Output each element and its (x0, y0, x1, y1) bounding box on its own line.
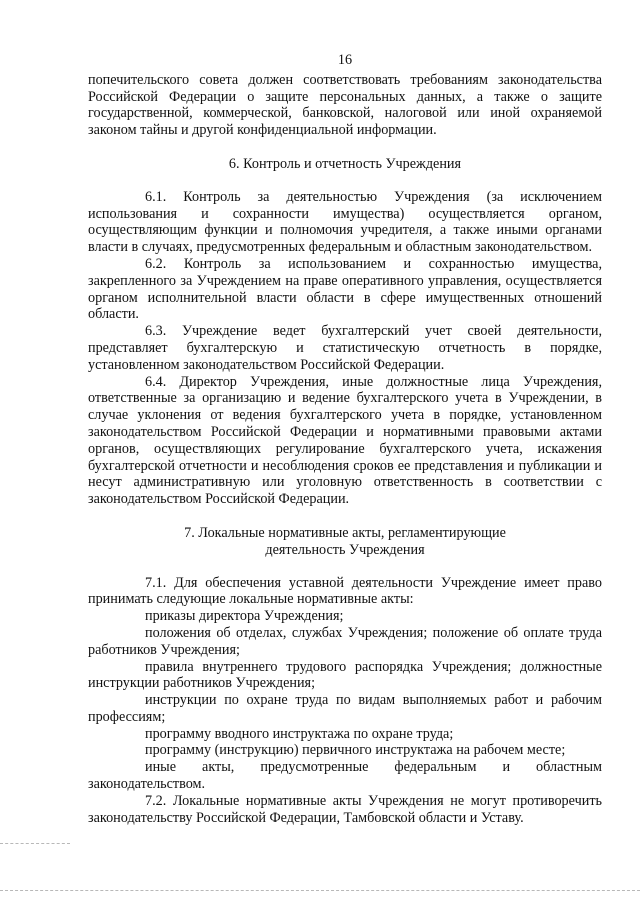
paragraph-6-3: 6.3. Учреждение ведет бухгалтерский учет своей деятельности, представляет бухгалтерскую и статистическую отчетность в порядке, установленном законодательством Российской Федерации. (88, 323, 602, 373)
list-item: иные акты, предусмотренные федеральным и областным законодательством. (88, 759, 602, 793)
page-number: 16 (337, 52, 353, 68)
paragraph-7-1: 7.1. Для обеспечения уставной деятельности Учреждение имеет право принимать следующие локальные нормативные акты: (88, 574, 602, 608)
document-page (88, 52, 602, 826)
paragraph-7-2: 7.2. Локальные нормативные акты Учреждения не могут противоречить законодательству Российской Федерации, Тамбовской области и Уставу. (88, 792, 602, 826)
list-item: положения об отделах, службах Учреждения; положение об оплате труда работников Учреждения; (88, 624, 602, 658)
scan-edge-line-top (0, 843, 70, 844)
list-item: правила внутреннего трудового распорядка Учреждения; должностные инструкции работников Учреждения; (88, 658, 602, 692)
list-item: инструкции по охране труда по видам выполняемых работ и рабочим профессиям; (88, 692, 602, 725)
list-item: программу вводного инструктажа по охране труда; (145, 725, 454, 742)
section-6-title: 6. Контроль и отчетность Учреждения (228, 155, 462, 172)
paragraph-6-4: 6.4. Директор Учреждения, иные должностные лица Учреждения, ответственные за организацию и ведение бухгалтерского учета в Учреждении, в случае уклонения от ведения бухгалтерского учета в порядке, установленном законодательством Российской Федерации и нормативными правовыми актами органов, осуществляющих регулирование бухгалтерского учета, искажения бухгалтерской отчетности и несоблюдения сроков ее представления и публикации и несут административную или уголовную ответственность в соответствии с законодательством Российской Федерации. (88, 373, 602, 508)
list-item: приказы директора Учреждения; (145, 608, 344, 625)
list-item: программу (инструкцию) первичного инструктажа на рабочем месте; (145, 742, 566, 759)
scan-edge-line-bottom (0, 890, 640, 891)
paragraph-6-1: 6.1. Контроль за деятельностью Учреждения (за исключением использования и сохранности имущества) осуществляется органом, осуществляющим функции и полномочия учредителя, а также иными органами власти в случаях, предусмотренных федеральным и областным законодательством. (88, 188, 602, 256)
continuation-paragraph: попечительского совета должен соответствовать требованиям законодательства Российской Федерации о защите персональных данных, а также о защите государственной, коммерческой, банковской, налоговой или иной охраняемой законом тайны и другой конфиденциальной информации. (88, 71, 602, 139)
paragraph-6-2: 6.2. Контроль за использованием и сохранностью имущества, закрепленного за Учреждением на праве оперативного управления, осуществляется органом исполнительной власти области в сфере имущественных отношений области. (88, 255, 602, 323)
section-7-title-line-2: деятельность Учреждения (265, 541, 425, 558)
section-7-title-line-1: 7. Локальные нормативные акты, регламентирующие (184, 524, 506, 541)
